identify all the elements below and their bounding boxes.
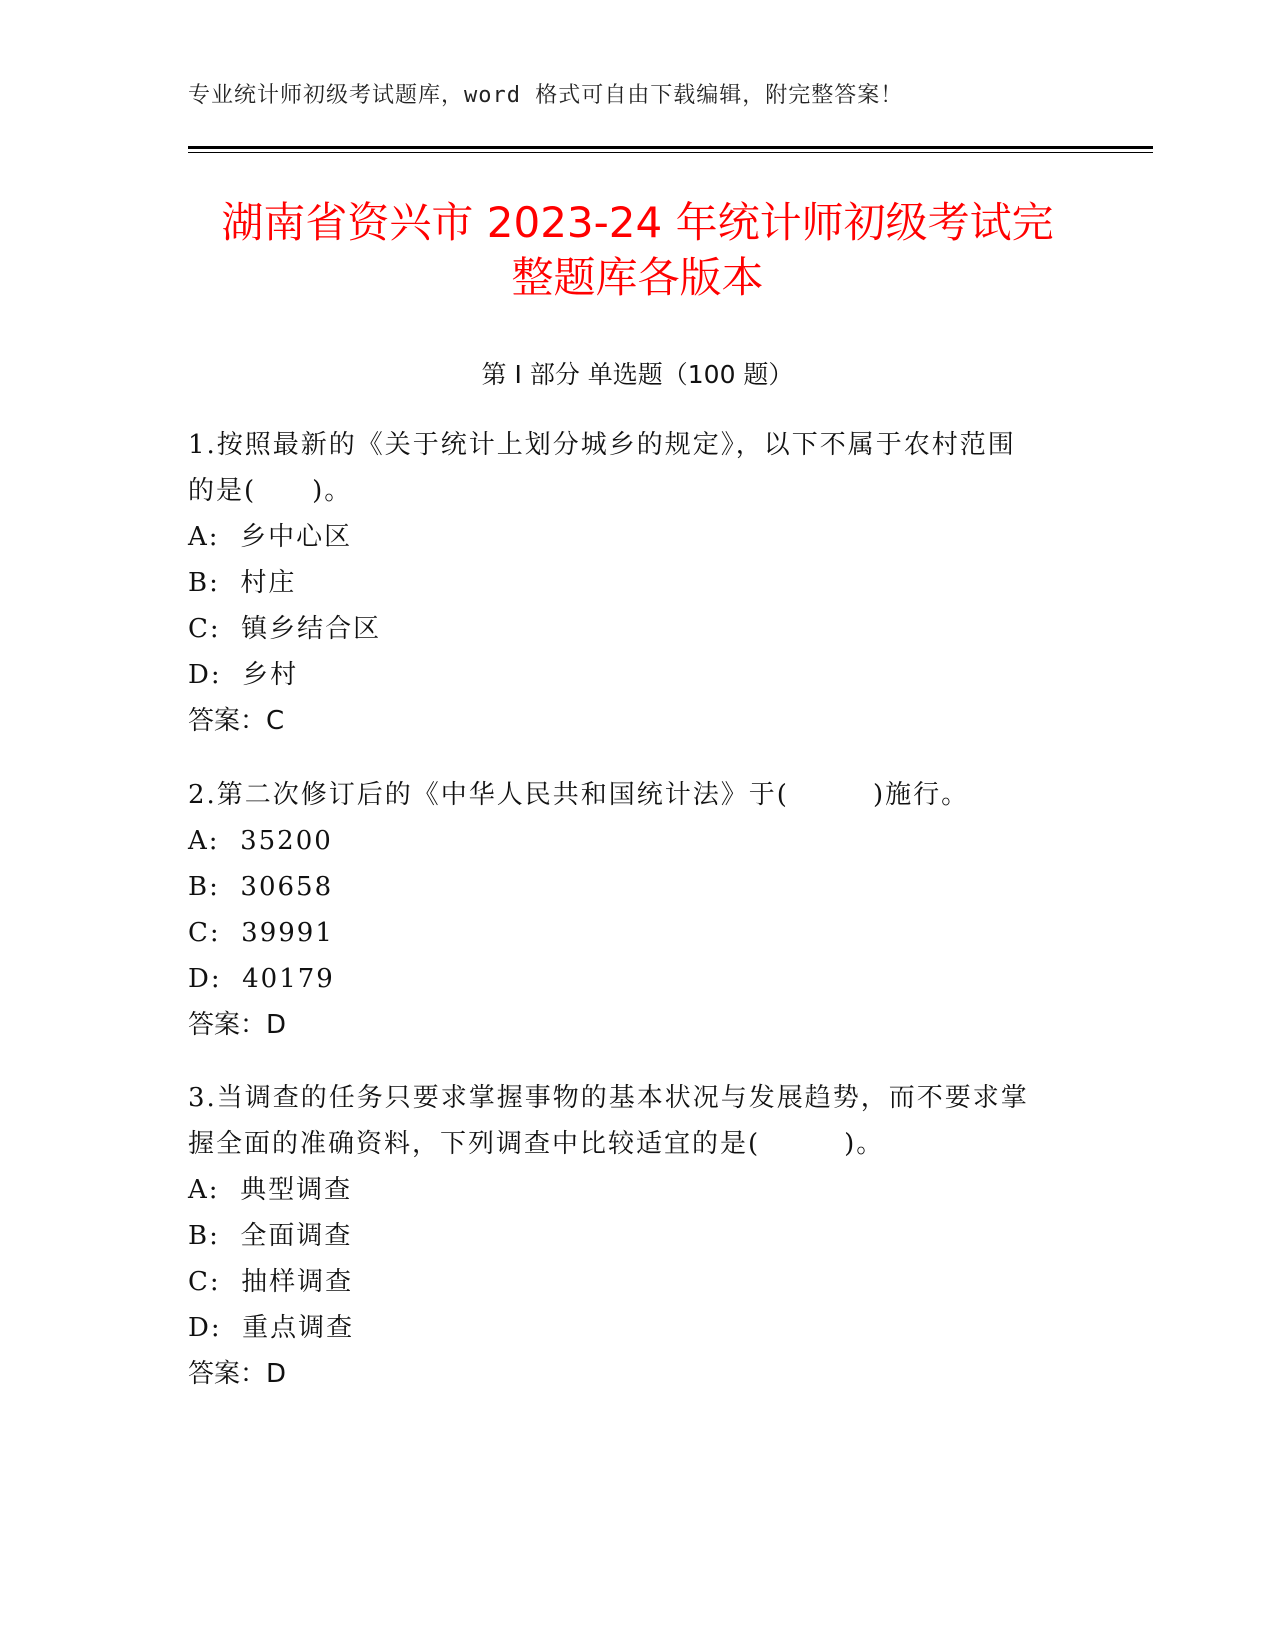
- header-divider: [188, 146, 1153, 149]
- answer: 答案：D: [188, 1010, 287, 1040]
- header-note: 专业统计师初级考试题库，word 格式可自由下载编辑，附完整答案！: [188, 83, 904, 108]
- option-c: C: 抽样调查: [188, 1267, 354, 1297]
- answer: 答案：C: [188, 706, 285, 736]
- question-1: [188, 422, 1058, 744]
- question-stem-line2: 握全面的准确资料，下列调查中比较适宜的是( )。: [188, 1129, 885, 1159]
- question-2: [188, 772, 1058, 1048]
- option-b: B: 30658: [188, 872, 334, 902]
- option-d: D: 40179: [188, 964, 335, 994]
- option-c: C: 39991: [188, 918, 334, 948]
- document-title: [150, 195, 1125, 305]
- option-b: B: 全面调查: [188, 1221, 353, 1251]
- question-stem-line1: 3.当调查的任务只要求掌握事物的基本状况与发展趋势，而不要求掌: [188, 1083, 1029, 1113]
- header-divider-thin: [188, 152, 1153, 153]
- document-title-line1: 湖南省资兴市 2023-24 年统计师初级考试完: [221, 198, 1054, 247]
- option-a: A: 乡中心区: [188, 522, 353, 552]
- option-c: C: 镇乡结合区: [188, 614, 382, 644]
- question-3: [188, 1075, 1058, 1397]
- answer: 答案：D: [188, 1359, 287, 1389]
- question-stem-line1: 1.按照最新的《关于统计上划分城乡的规定》，以下不属于农村范围: [188, 430, 1016, 460]
- option-d: D: 重点调查: [188, 1313, 355, 1343]
- question-stem-line1: 2.第二次修订后的《中华人民共和国统计法》于( )施行。: [188, 780, 970, 810]
- document-title-line2: 整题库各版本: [511, 253, 764, 302]
- option-d: D: 乡村: [188, 660, 299, 690]
- question-stem-line2: 的是( )。: [188, 476, 353, 506]
- option-a: A: 35200: [188, 826, 333, 856]
- option-b: B: 村庄: [188, 568, 297, 598]
- option-a: A: 典型调查: [188, 1175, 353, 1205]
- section-title: 第 I 部分 单选题（100 题）: [481, 360, 794, 389]
